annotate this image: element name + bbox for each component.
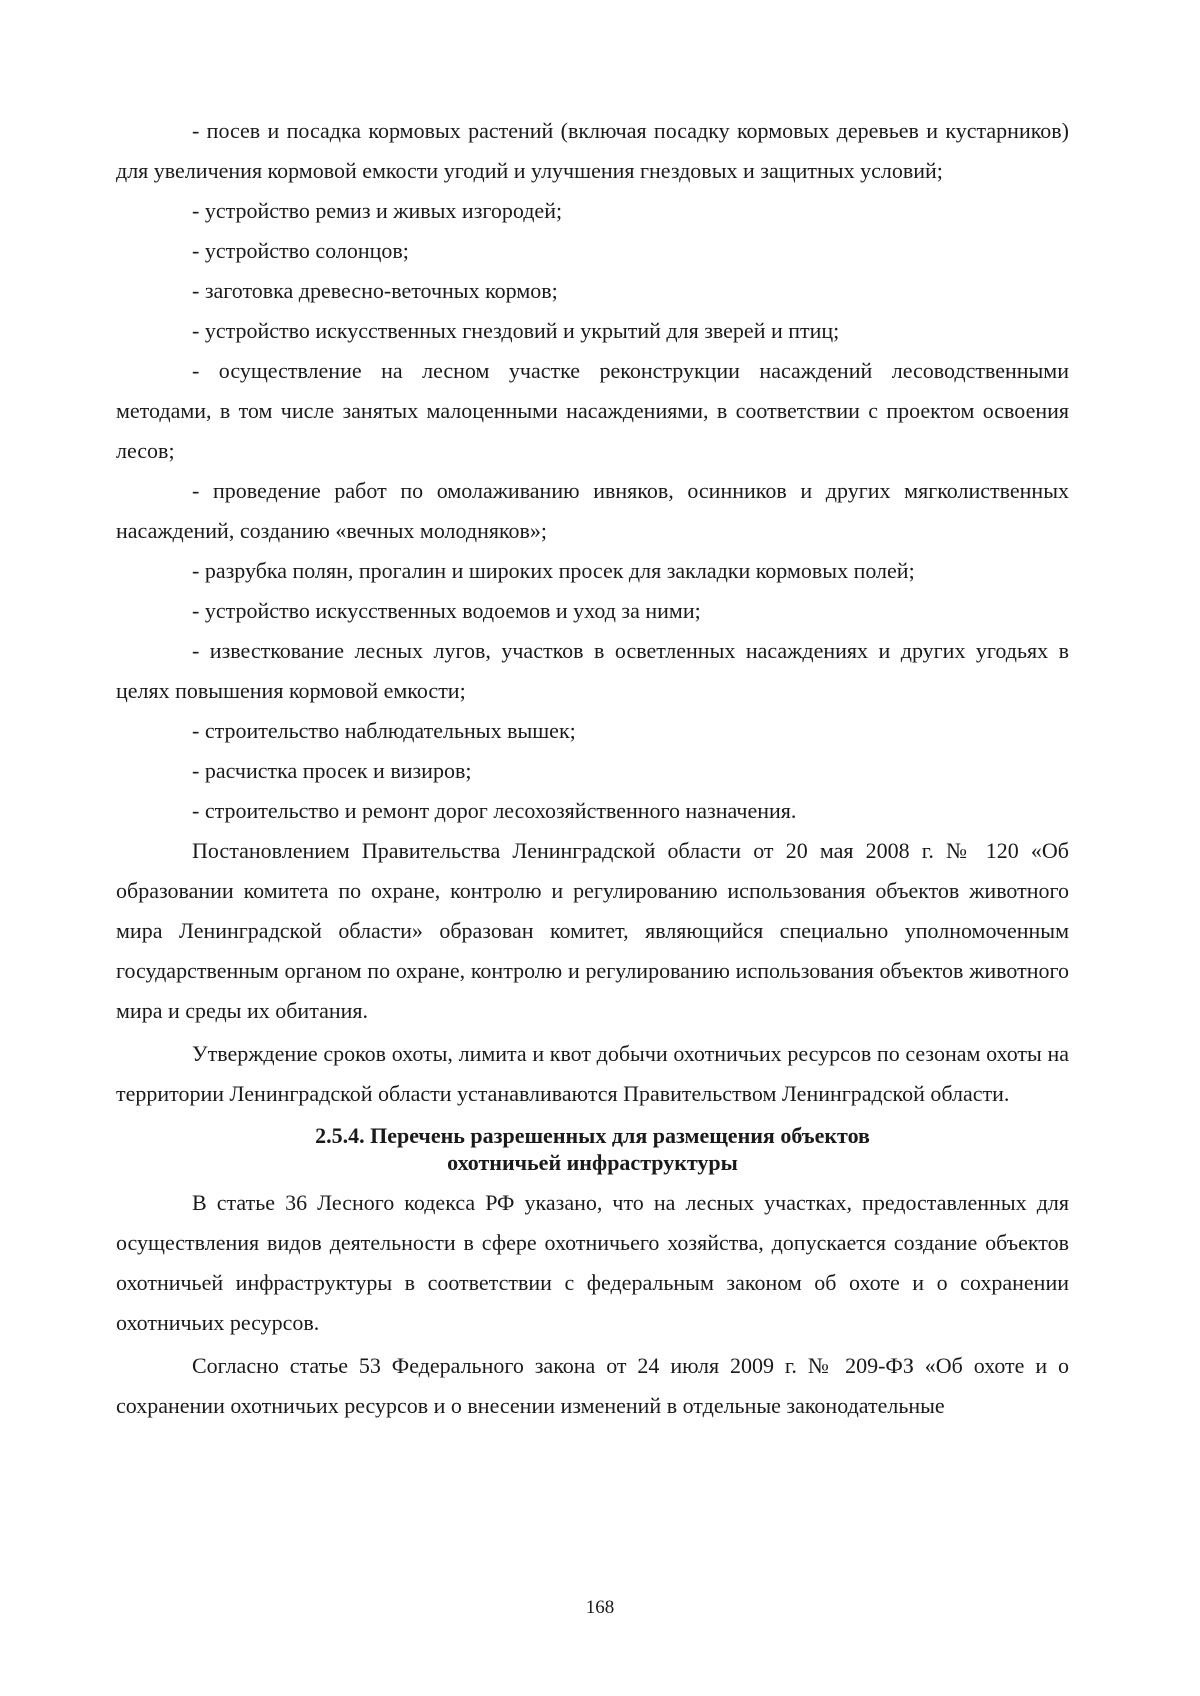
list-item-towers: - строительство наблюдательных вышек;: [192, 718, 576, 743]
paragraph-forest-code: В статье 36 Лесного кодекса РФ указано, что на лесных участках, предоставленных для осуществления видов деятельности в сфере охотничьего хозяйства, допускается создание объектов охотничьей инфраструктуры в соответствии с федеральным законом об охоте и о сохранении охотничьих ресурсов.: [116, 1190, 1069, 1335]
list-item-twig-feed: - заготовка древесно-веточных кормов;: [192, 278, 558, 303]
list-item-clearings: - разрубка полян, прогалин и широких просек для закладки кормовых полей;: [192, 558, 915, 583]
list-item-reconstruction: - осуществление на лесном участке реконструкции насаждений лесоводственными методами, в том числе занятых малоценными насаждениями, в соответствии с проектом освоения лесов;: [116, 358, 1069, 463]
section-heading-line-2: охотничьей инфраструктуры: [447, 1150, 738, 1175]
paragraph-federal-law: Согласно статье 53 Федерального закона от 24 июля 2009 г. № 209-ФЗ «Об охоте и о сохранении охотничьих ресурсов и о внесении изменений в отдельные законодательные: [116, 1353, 1069, 1418]
page-number: 168: [585, 1597, 615, 1618]
list-item-roads: - строительство и ремонт дорог лесохозяйственного назначения.: [192, 798, 797, 823]
list-item-ponds: - устройство искусственных водоемов и уход за ними;: [192, 598, 701, 623]
paragraph-resolution: Постановлением Правительства Ленинградской области от 20 мая 2008 г. № 120 «Об образовании комитета по охране, контролю и регулированию использования объектов животного мира Ленинградской области» образован комитет, являющийся специально уполномоченным государственным органом по охране, контролю и регулированию использования объектов животного мира и среды их обитания.: [116, 838, 1069, 1023]
list-item-sowing: - посев и посадка кормовых растений (включая посадку кормовых деревьев и кустарников) для увеличения кормовой емкости угодий и улучшения гнездовых и защитных условий;: [116, 118, 1069, 183]
section-heading: [116, 1122, 1069, 1176]
document-page: [116, 111, 1069, 1426]
list-item-remises: - устройство ремиз и живых изгородей;: [192, 198, 563, 223]
list-item-rejuvenation: - проведение работ по омолаживанию ивняков, осинников и других мягколиственных насаждений, созданию «вечных молодняков»;: [116, 478, 1069, 543]
list-item-clearing-lines: - расчистка просек и визиров;: [192, 758, 472, 783]
section-heading-line-1: 2.5.4. Перечень разрешенных для размещения объектов: [315, 1123, 870, 1148]
list-item-salt-licks: - устройство солонцов;: [192, 238, 409, 263]
list-item-nests-shelters: - устройство искусственных гнездовий и укрытий для зверей и птиц;: [192, 318, 840, 343]
list-item-liming: - известкование лесных лугов, участков в осветленных насаждениях и других угодьях в целях повышения кормовой емкости;: [116, 638, 1069, 703]
paragraph-hunting-terms: Утверждение сроков охоты, лимита и квот добычи охотничьих ресурсов по сезонам охоты на территории Ленинградской области устанавливаются Правительством Ленинградской области.: [116, 1041, 1069, 1106]
